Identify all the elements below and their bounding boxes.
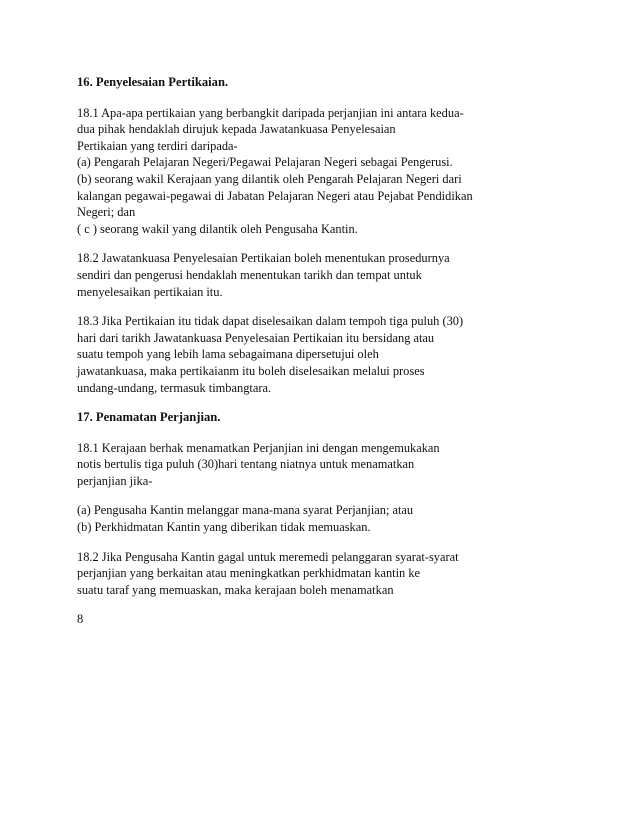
paragraph-17-2: [77, 549, 577, 599]
text-line: dua pihak hendaklah dirujuk kepada Jawatankuasa Penyelesaian: [77, 122, 396, 137]
text-line: perjanjian yang berkaitan atau meningkatkan perkhidmatan kantin ke: [77, 566, 421, 581]
paragraph-16-1: [77, 105, 577, 238]
text-line: menyelesaikan pertikaian itu.: [77, 284, 223, 299]
text-line: 18.1 Kerajaan berhak menamatkan Perjanjian ini dengan mengemukakan: [77, 440, 440, 455]
paragraph-17-1: [77, 440, 577, 490]
list-item: (a) Pengusaha Kantin melanggar mana-mana syarat Perjanjian; atau: [77, 503, 414, 518]
text-line: (a) Pengarah Pelajaran Negeri/Pegawai Pelajaran Negeri sebagai Pengerusi.: [77, 155, 453, 170]
page-number: 8: [77, 612, 84, 627]
paragraph-16-2: [77, 250, 577, 300]
text-line: ( c ) seorang wakil yang dilantik oleh Pengusaha Kantin.: [77, 221, 358, 236]
list-item: (b) Perkhidmatan Kantin yang diberikan tidak memuaskan.: [77, 520, 371, 535]
text-line: Negeri; dan: [77, 205, 136, 220]
text-line: jawatankuasa, maka pertikaianm itu boleh diselesaikan melalui proses: [77, 363, 425, 378]
text-line: notis bertulis tiga puluh (30)hari tentang niatnya untuk menamatkan: [77, 457, 415, 472]
text-line: undang-undang, termasuk timbangtara.: [77, 380, 272, 395]
text-line: 18.1 Apa-apa pertikaian yang berbangkit daripada perjanjian ini antara kedua-: [77, 105, 464, 120]
paragraph-17-list: [77, 502, 577, 535]
section-16: [77, 74, 577, 396]
text-line: sendiri dan pengerusi hendaklah menentukan tarikh dan tempat untuk: [77, 267, 422, 282]
text-line: suatu tempoh yang lebih lama sebagaimana dipersetujui oleh: [77, 347, 379, 362]
section-heading: 16. Penyelesaian Pertikaian.: [77, 75, 229, 89]
section-heading: 17. Penamatan Perjanjian.: [77, 410, 221, 425]
text-line: 18.2 Jika Pengusaha Kantin gagal untuk meremedi pelanggaran syarat-syarat: [77, 549, 459, 564]
text-line: kalangan pegawai-pegawai di Jabatan Pelajaran Negeri atau Pejabat Pendidikan: [77, 188, 473, 203]
section-17: [77, 409, 577, 598]
text-line: hari dari tarikh Jawatankuasa Penyelesaian Pertikaian itu bersidang atau: [77, 330, 435, 345]
text-line: suatu taraf yang memuaskan, maka kerajaan boleh menamatkan: [77, 582, 394, 597]
document-body: [77, 74, 577, 628]
paragraph-16-3: [77, 313, 577, 396]
text-line: 18.2 Jawatankuasa Penyelesaian Pertikaian boleh menentukan prosedurnya: [77, 251, 450, 266]
text-line: perjanjian jika-: [77, 473, 153, 488]
text-line: Pertikaian yang terdiri daripada-: [77, 138, 238, 153]
text-line: 18.3 Jika Pertikaian itu tidak dapat diselesaikan dalam tempoh tiga puluh (30): [77, 314, 464, 329]
text-line: (b) seorang wakil Kerajaan yang dilantik oleh Pengarah Pelajaran Negeri dari: [77, 171, 462, 186]
